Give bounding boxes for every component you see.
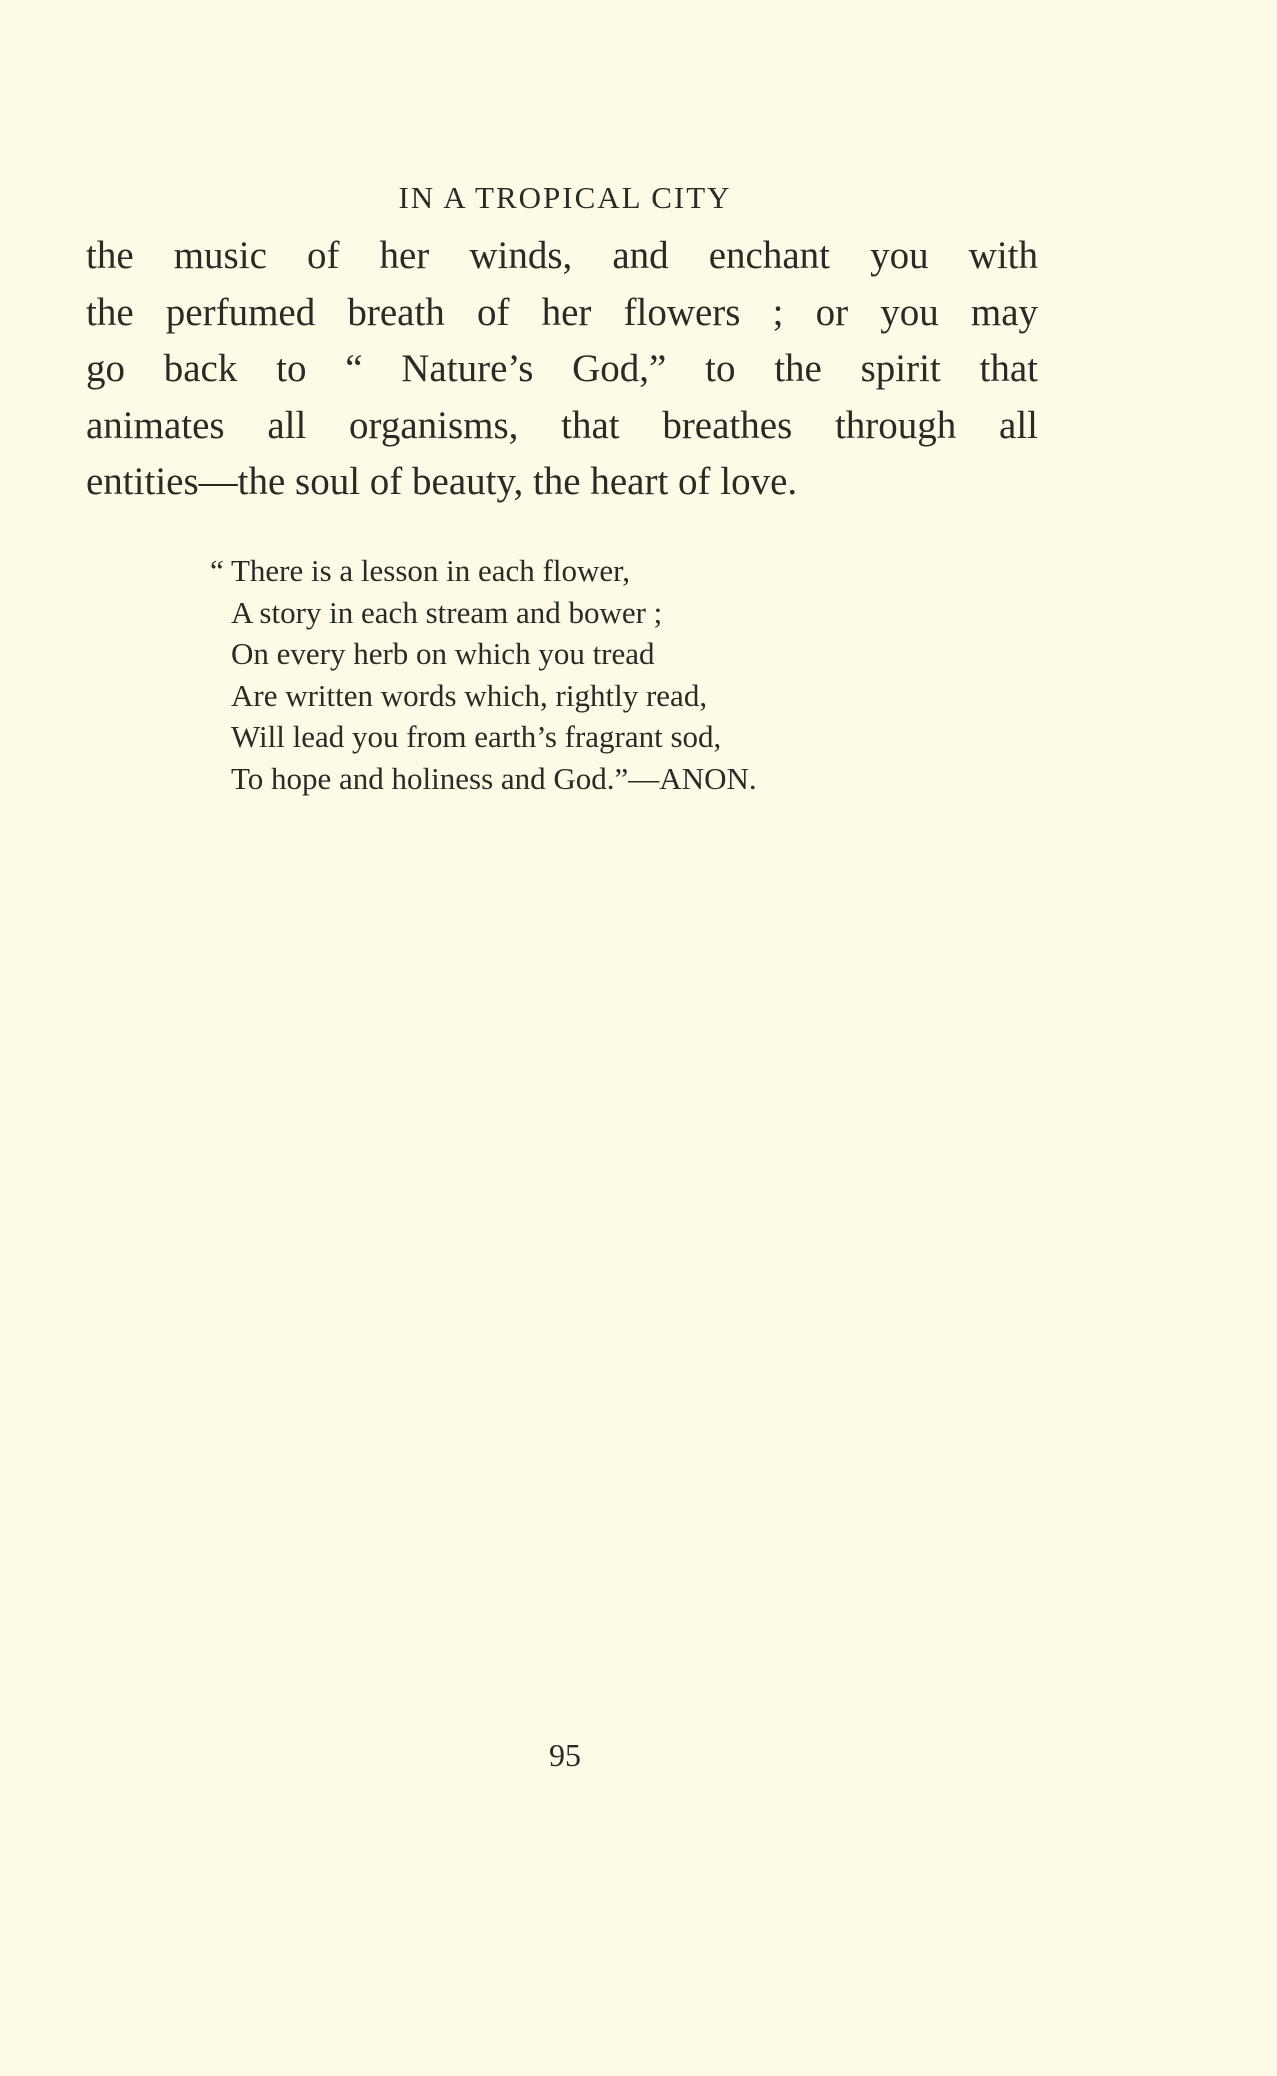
verse-line: To hope and holiness and God.”—ANON.: [231, 760, 757, 796]
body-paragraph: [86, 228, 1038, 511]
verse-line: “ There is a lesson in each flower,: [210, 553, 630, 588]
paragraph-line: entities—the soul of beauty, the heart of love.: [86, 460, 798, 503]
paragraph-line: animates all organisms, that breathes through all: [86, 403, 1038, 447]
verse-line: A story in each stream and bower ;: [231, 594, 663, 630]
paragraph-line: go back to “ Nature’s God,” to the spirit that: [86, 347, 1038, 390]
verse-line: On every herb on which you tread: [231, 636, 655, 671]
page-number: 95: [549, 1737, 581, 1773]
quoted-verse: [210, 550, 757, 799]
paragraph-line: the perfumed breath of her flowers ; or you may: [86, 290, 1038, 334]
verse-line: Will lead you from earth’s fragrant sod,: [231, 719, 722, 754]
running-head: IN A TROPICAL CITY: [398, 180, 732, 215]
verse-line: Are written words which, rightly read,: [231, 677, 708, 713]
paragraph-line: the music of her winds, and enchant you with: [86, 234, 1038, 277]
